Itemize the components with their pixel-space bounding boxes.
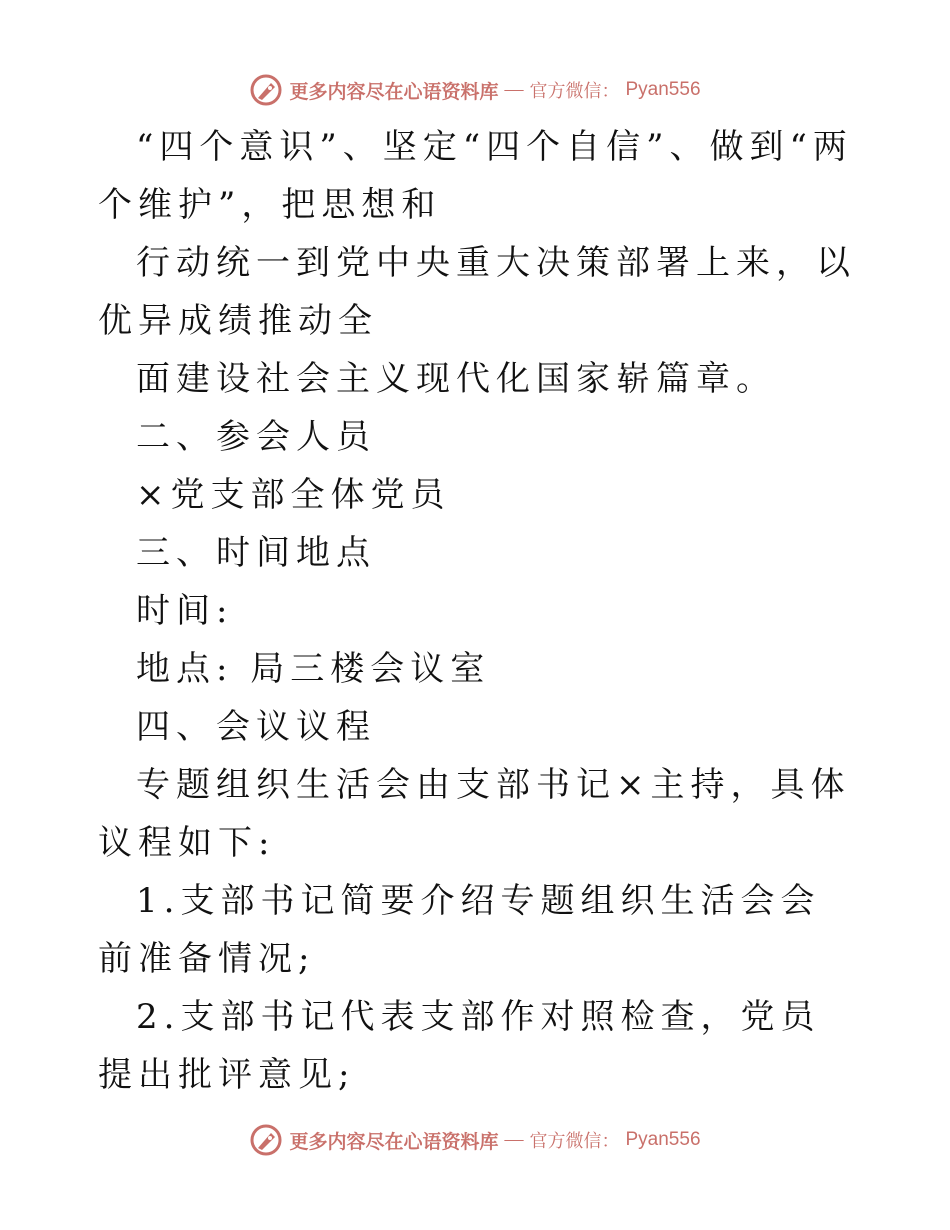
watermark-wechat-label: 官方微信： — [529, 81, 620, 102]
agenda-item-2: 2.支部书记代表支部作对照检查，党员提出批评意见; — [98, 997, 821, 1095]
attendees-text: ×党支部全体党员 — [136, 475, 451, 515]
paragraph-ideology: “四个意识”、坚定“四个自信”、做到“两个维护”，把思想和 — [98, 127, 853, 225]
document-body — [98, 118, 858, 1104]
paragraph-chapter: 面建设社会主义现代化国家崭篇章。 — [136, 359, 776, 399]
watermark-dash: — — [504, 79, 524, 100]
pen-nib-circle-icon — [249, 73, 283, 107]
agenda-item-1: 1.支部书记简要介绍专题组织生活会会前准备情况; — [98, 881, 821, 979]
footer-watermark — [0, 1120, 950, 1160]
section-heading-agenda: 四、会议议程 — [136, 707, 376, 747]
watermark-wechat-label: 官方微信： — [529, 1131, 620, 1152]
header-watermark — [0, 70, 950, 110]
place-line: 地点: 局三楼会议室 — [136, 649, 491, 689]
time-line: 时间: — [136, 591, 234, 631]
pen-nib-circle-icon — [249, 1123, 283, 1157]
section-heading-attendees: 二、参会人员 — [136, 417, 376, 457]
paragraph-action: 行动统一到党中央重大决策部署上来，以优异成绩推动全 — [98, 243, 856, 341]
agenda-intro: 专题组织生活会由支部书记×主持，具体议程如下: — [98, 765, 851, 863]
watermark-main-text: 更多内容尽在心语资料库 — [289, 1130, 499, 1153]
watermark-dash: — — [504, 1129, 524, 1150]
section-heading-time-place: 三、时间地点 — [136, 533, 376, 573]
watermark-main-text: 更多内容尽在心语资料库 — [289, 80, 499, 103]
watermark-wechat-id: Pyan556 — [625, 1129, 701, 1150]
watermark-wechat-id: Pyan556 — [625, 79, 701, 100]
